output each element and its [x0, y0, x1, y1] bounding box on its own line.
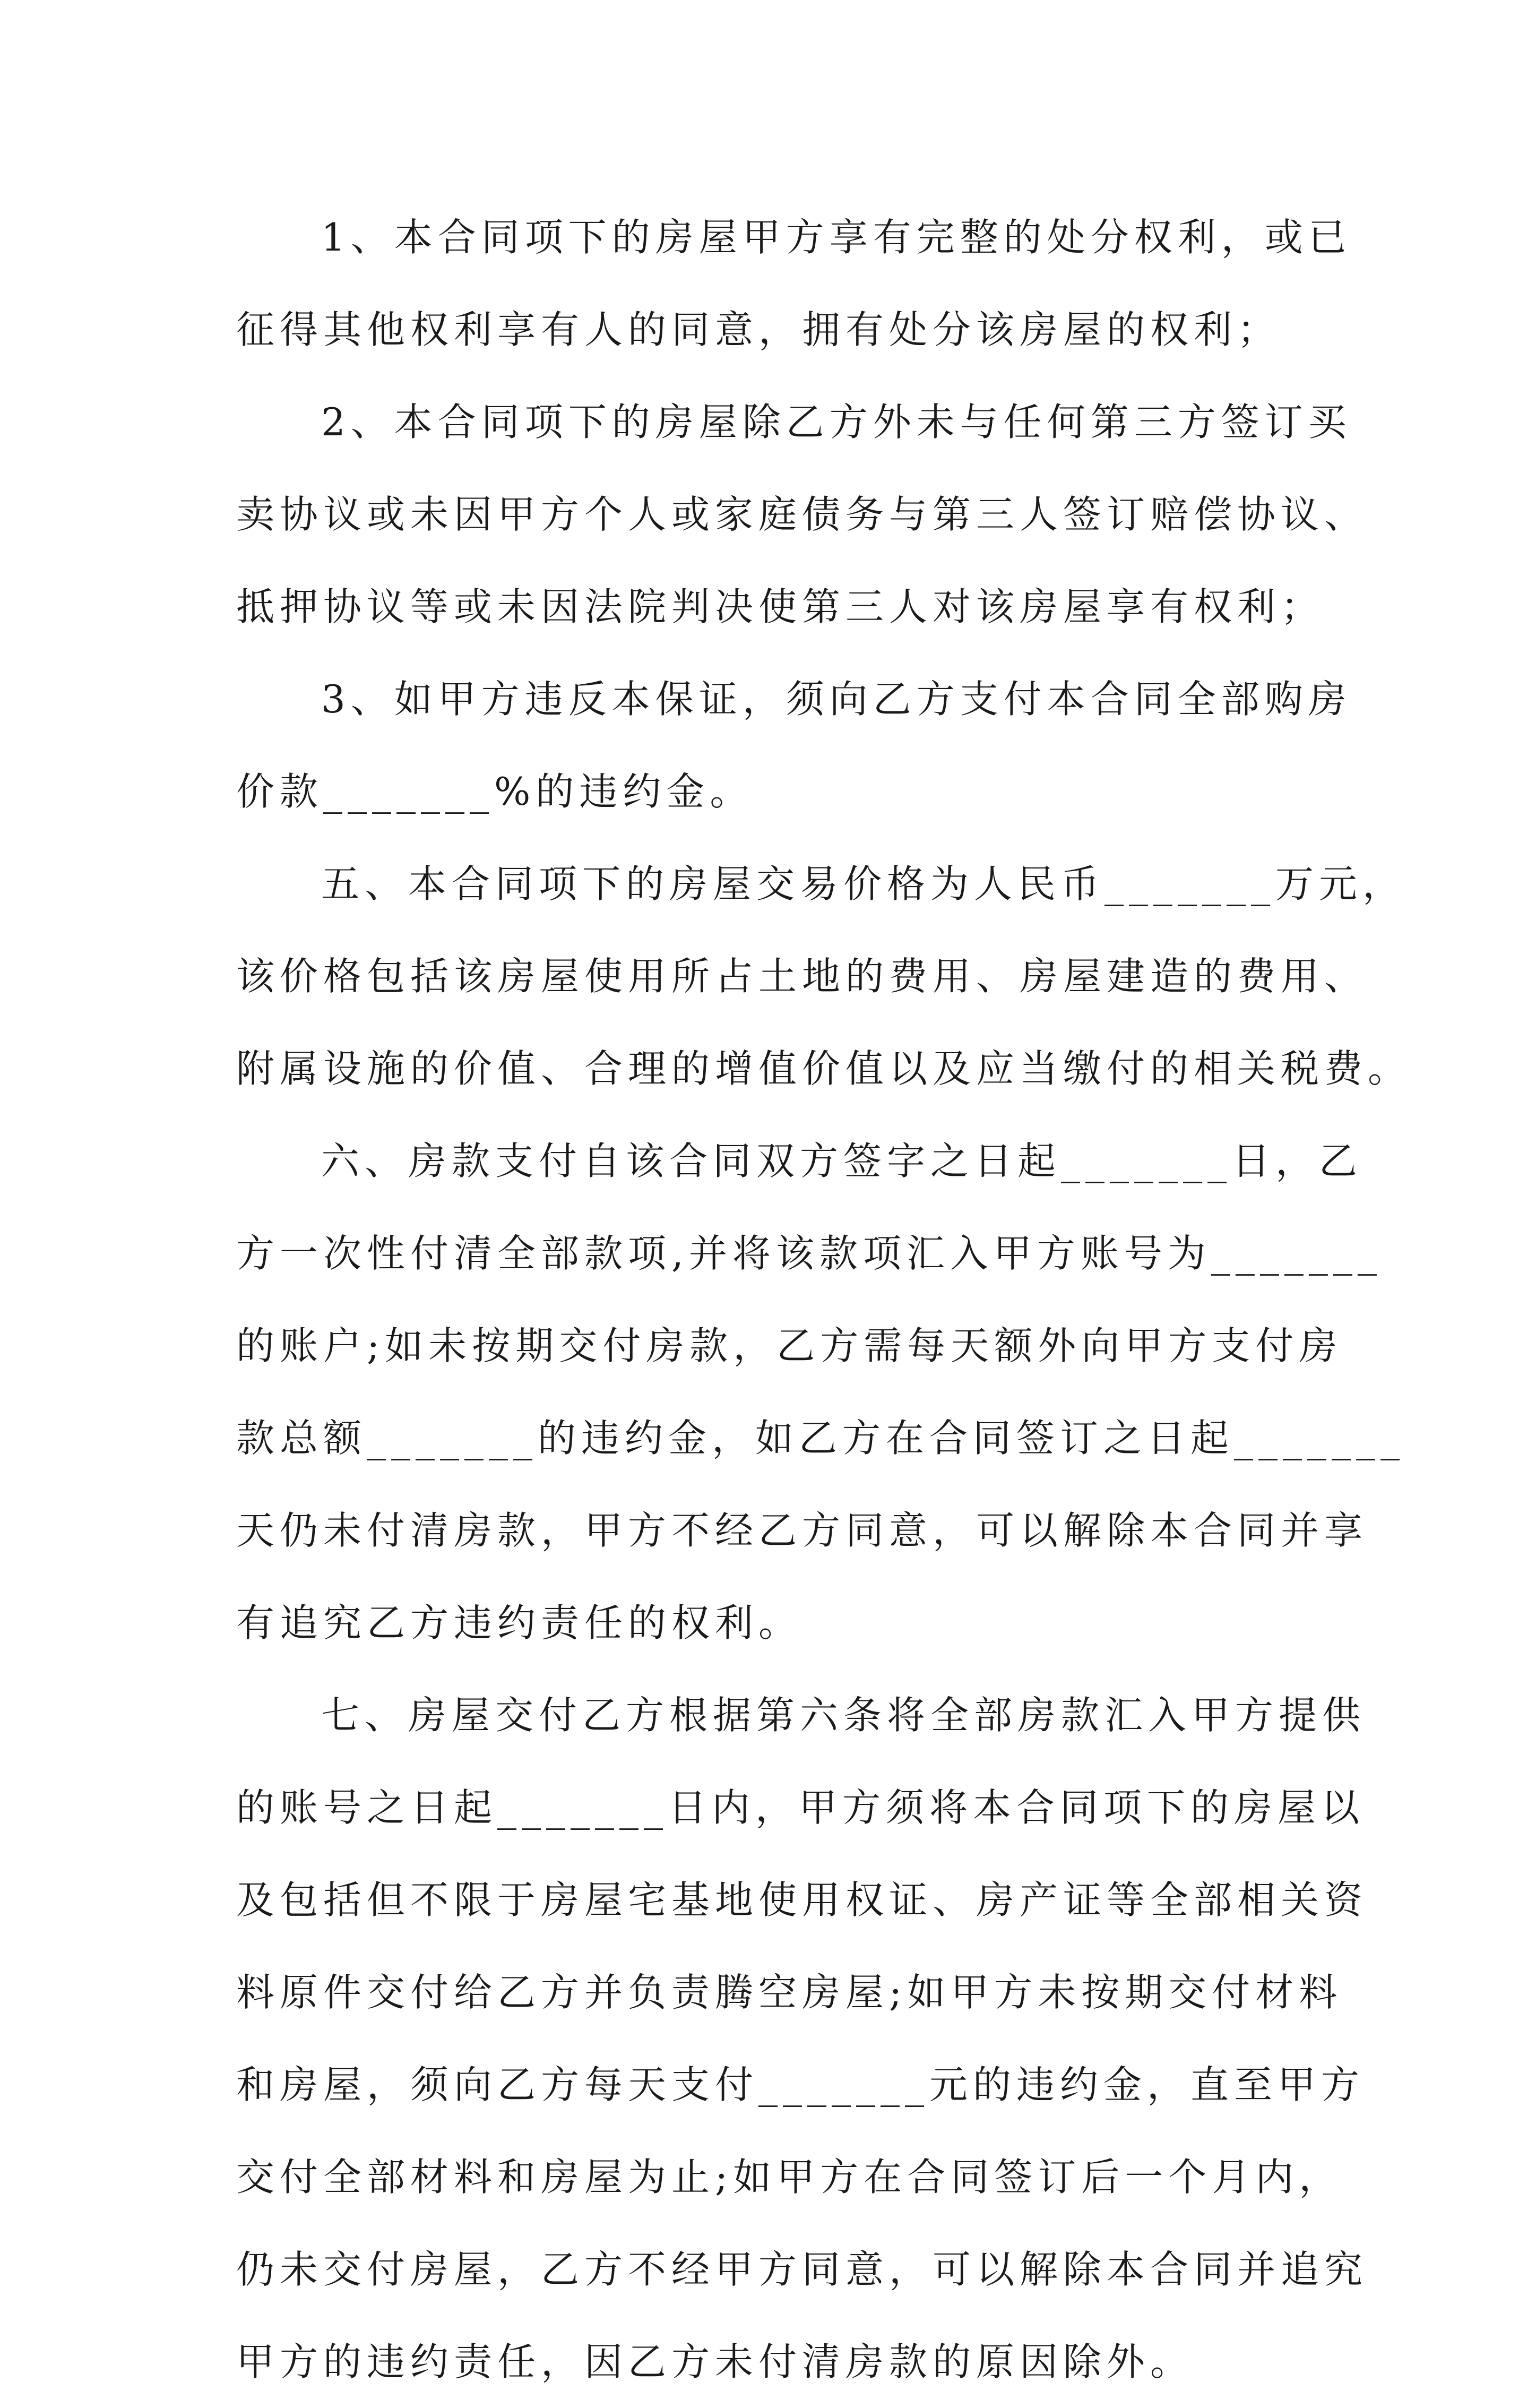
text-line: 1、本合同项下的房屋甲方享有完整的处分权利，或已 [321, 215, 1352, 260]
text-line: 仍未交付房屋，乙方不经甲方同意，可以解除本合同并追究 [236, 2247, 1368, 2292]
text-line: 交付全部材料和房屋为止;如甲方在合同签订后一个月内， [236, 2155, 1343, 2199]
text-line: 款总额_______的违约金，如乙方在合同签订之日起_______ [236, 1416, 1405, 1460]
text-line: 和房屋，须向乙方每天支付_______元的违约金，直至甲方 [236, 2062, 1365, 2107]
text-line: 卖协议或未因甲方个人或家庭债务与第三人签订赔偿协议、 [236, 492, 1368, 537]
text-line: 的账户;如未按期交付房款，乙方需每天额外向甲方支付房 [236, 1323, 1343, 1368]
text-line: 附属设施的价值、合理的增值价值以及应当缴付的相关税费。 [236, 1046, 1412, 1091]
text-line: 甲方的违约责任，因乙方未付清房款的原因除外。 [236, 2340, 1194, 2384]
text-line: 六、房款支付自该合同双方签字之日起_______日，乙 [321, 1139, 1363, 1183]
text-line: 七、房屋交付乙方根据第六条将全部房款汇入甲方提供 [321, 1693, 1366, 1738]
text-line: 价款_______%的违约金。 [236, 769, 754, 814]
contract-text [236, 191, 1412, 2408]
text-line: 征得其他权利享有人的同意，拥有处分该房屋的权利； [236, 307, 1281, 352]
text-line: 抵押协议等或未因法院判决使第三人对该房屋享有权利； [236, 584, 1325, 629]
text-line: 五、本合同项下的房屋交易价格为人民币_______万元， [321, 862, 1406, 906]
text-line: 该价格包括该房屋使用所占土地的费用、房屋建造的费用、 [236, 954, 1368, 999]
text-line: 天仍未付清房款，甲方不经乙方同意，可以解除本合同并享 [236, 1508, 1368, 1553]
text-line: 及包括但不限于房屋宅基地使用权证、房产证等全部相关资 [236, 1878, 1368, 1922]
text-line: 3、如甲方违反本保证，须向乙方支付本合同全部购房 [321, 677, 1352, 721]
text-line: 方一次性付清全部款项,并将该款项汇入甲方账号为_______ [236, 1231, 1382, 1276]
text-line: 料原件交付给乙方并负责腾空房屋;如甲方未按期交付材料 [236, 1970, 1343, 2015]
text-line: 2、本合同项下的房屋除乙方外未与任何第三方签订买 [321, 400, 1352, 444]
text-line: 的账号之日起_______日内，甲方须将本合同项下的房屋以 [236, 1785, 1365, 1830]
text-line: 有追究乙方违约责任的权利。 [236, 1601, 802, 1645]
